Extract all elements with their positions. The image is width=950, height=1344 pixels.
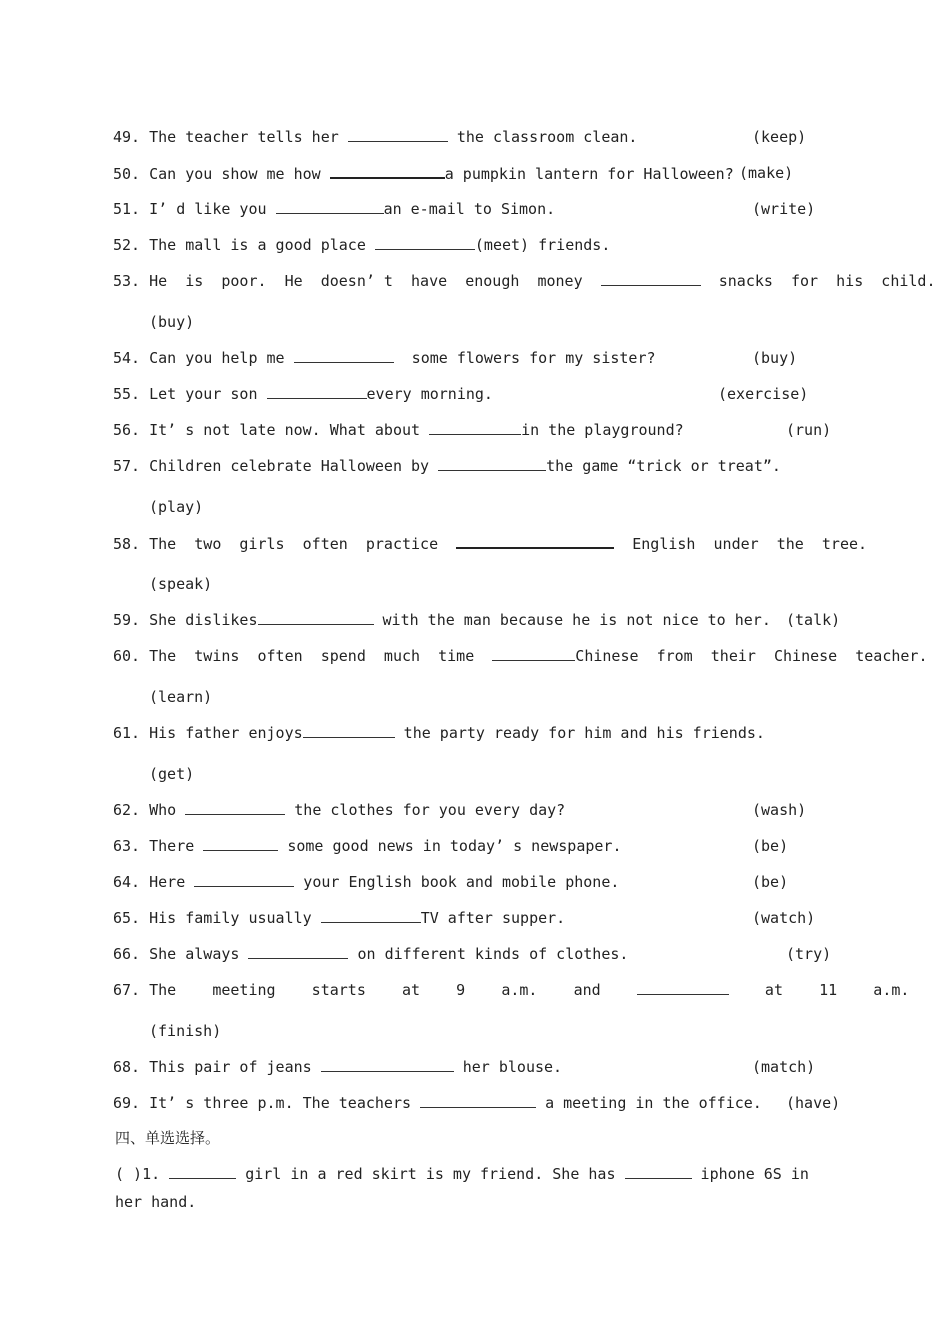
mc-question-1: ( )1. girl in a red skirt is my friend. She has iphone 6S in her hand. — [115, 1165, 809, 1211]
answer-blank[interactable] — [276, 199, 384, 214]
hint: (buy) — [752, 349, 798, 367]
item-64: 64. Here your English book and mobile phone. — [113, 873, 620, 891]
item-51: 51. I’ d like you an e-mail to Simon. — [113, 200, 556, 218]
item-66: 66. She always on different kinds of clothes. — [113, 945, 629, 963]
hint: (be) — [752, 837, 789, 855]
item-55: 55. Let your son every morning. — [113, 385, 493, 403]
hint: (get) — [149, 765, 195, 783]
hint: (watch) — [752, 909, 816, 927]
answer-blank[interactable] — [348, 127, 448, 142]
hint: (speak) — [149, 575, 213, 593]
item-49: 49. The teacher tells her the classroom clean. — [113, 128, 638, 146]
answer-blank[interactable] — [194, 872, 294, 887]
hint: (exercise) — [718, 385, 809, 403]
section-title: 四、单选选择。 — [115, 1129, 221, 1147]
hint: (learn) — [149, 688, 213, 706]
item-65: 65. His family usually TV after supper. — [113, 909, 566, 927]
item-50: 50. Can you show me how a pumpkin lantern for Halloween? — [113, 165, 734, 183]
hint: (be) — [752, 873, 789, 891]
item-67: 67. The meeting starts at 9 a.m. and at 11 a.m. — [113, 981, 910, 999]
item-57: 57. Children celebrate Halloween by the game “trick or treat”. — [113, 457, 781, 475]
item-69: 69. It’ s three p.m. The teachers a meeting in the office. — [113, 1094, 762, 1112]
answer-blank[interactable] — [429, 420, 521, 435]
answer-blank[interactable] — [303, 723, 395, 738]
answer-blank[interactable] — [321, 1057, 454, 1072]
item-60: 60. The twins often spend much time Chinese from their Chinese teacher. — [113, 647, 928, 665]
item-56: 56. It’ s not late now. What about in the playground? — [113, 421, 684, 439]
item-68: 68. This pair of jeans her blouse. — [113, 1058, 563, 1076]
answer-blank[interactable] — [203, 836, 278, 851]
item-61: 61. His father enjoys the party ready for him and his friends. — [113, 724, 765, 742]
answer-blank[interactable] — [248, 944, 348, 959]
answer-blank[interactable] — [267, 384, 367, 399]
hint: (finish) — [149, 1022, 222, 1040]
item-63: 63. There some good news in today’ s newspaper. — [113, 837, 622, 855]
answer-blank[interactable] — [438, 456, 546, 471]
item-53: 53. He is poor. He doesn’ t have enough money snacks for his child. — [113, 272, 936, 290]
item-62: 62. Who the clothes for you every day? — [113, 801, 566, 819]
answer-blank[interactable] — [492, 646, 575, 661]
answer-blank[interactable] — [625, 1164, 692, 1179]
answer-blank[interactable] — [169, 1164, 236, 1179]
answer-blank[interactable] — [321, 908, 421, 923]
answer-blank[interactable] — [601, 271, 701, 286]
hint: (keep) — [752, 128, 807, 146]
hint: (try) — [786, 945, 832, 963]
answer-blank[interactable] — [637, 980, 729, 995]
hint: (have) — [786, 1094, 841, 1112]
item-58: 58. The two girls often practice English under the tree. — [113, 535, 868, 553]
hint: (talk) — [786, 611, 841, 629]
hint: (write) — [752, 200, 816, 218]
answer-blank[interactable] — [420, 1093, 536, 1108]
item-59: 59. She dislikes with the man because he is not nice to her. — [113, 611, 771, 629]
hint: (wash) — [752, 801, 807, 819]
hint: (match) — [752, 1058, 816, 1076]
answer-blank[interactable] — [185, 800, 285, 815]
answer-blank[interactable] — [375, 235, 475, 250]
answer-blank[interactable] — [294, 348, 394, 363]
answer-blank[interactable] — [330, 163, 445, 179]
hint: (run) — [786, 421, 832, 439]
item-54: 54. Can you help me some flowers for my sister? — [113, 349, 656, 367]
hint: (play) — [149, 498, 204, 516]
item-52: 52. The mall is a good place (meet) friends. — [113, 236, 611, 254]
answer-blank[interactable] — [258, 610, 374, 625]
hint: (make) — [739, 164, 794, 182]
answer-blank[interactable] — [456, 533, 614, 549]
hint: (buy) — [149, 313, 195, 331]
